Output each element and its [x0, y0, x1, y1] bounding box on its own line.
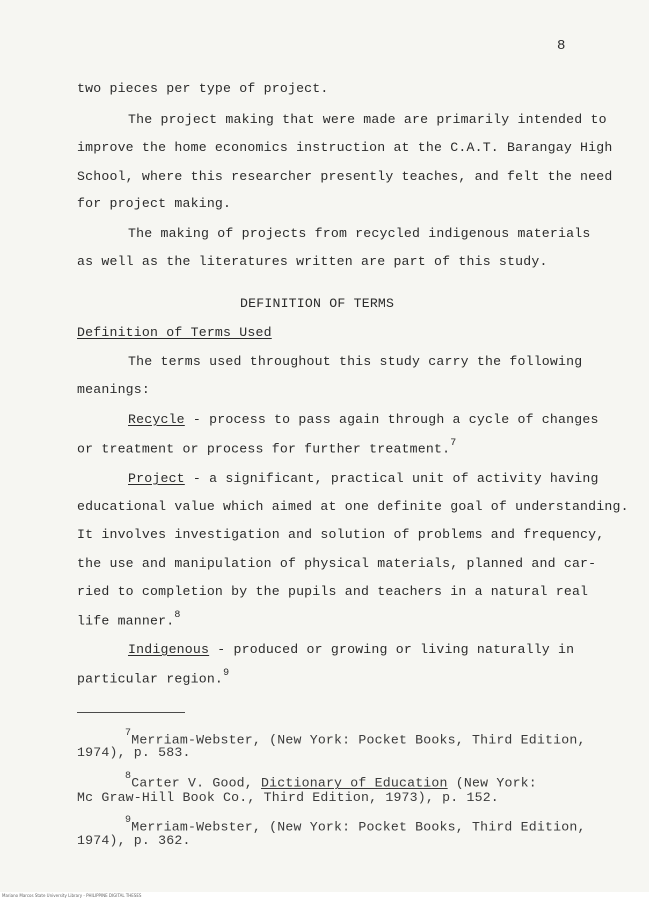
archive-credit: Mariano Marcos State University Library - PHILIPPINE DIGITAL THESES	[2, 893, 142, 898]
definition-indigenous-cont	[77, 670, 229, 686]
footnote-number: 8	[125, 771, 132, 782]
page-number: 8	[557, 38, 566, 54]
definition-text: - produced or growing or living naturally in	[209, 642, 575, 657]
footnote-ref: 8	[174, 610, 181, 621]
body-text-line: ried to completion by the pupils and teachers in a natural real	[77, 584, 589, 599]
definition-text: - a significant, practical unit of activity having	[184, 471, 599, 486]
footnote-number: 7	[125, 728, 132, 739]
body-text-line: two pieces per type of project.	[77, 81, 329, 96]
footnote-ref: 7	[450, 438, 457, 449]
section-heading: DEFINITION OF TERMS	[240, 296, 395, 311]
footnote-number: 9	[125, 815, 132, 826]
term-indigenous: Indigenous	[128, 642, 210, 657]
body-text-line: improve the home economics instruction at the C.A.T. Barangay High	[77, 140, 613, 155]
footnote-book-title: Dictionary of Education	[261, 775, 448, 791]
footnote-text: Merriam-Webster, (New York: Pocket Books, Third Edition,	[131, 732, 586, 748]
body-text-line: educational value which aimed at one definite goal of understanding.	[77, 499, 629, 514]
footnote-7	[125, 728, 586, 748]
definition-indigenous	[128, 642, 574, 657]
definition-recycle	[128, 412, 599, 427]
body-text-line: School, where this researcher presently teaches, and felt the need	[77, 169, 613, 184]
body-text-line: for project making.	[77, 196, 232, 211]
footnote-text: 1974), p. 583.	[77, 745, 191, 760]
body-text-line: The project making that were made are primarily intended to	[128, 112, 607, 127]
footnote-text: 1974), p. 362.	[77, 833, 191, 848]
definition-project	[128, 471, 599, 486]
body-text-line: as well as the literatures written are part of this study.	[77, 254, 548, 269]
footnote-ref: 9	[223, 668, 230, 679]
footnote-8	[125, 771, 537, 791]
body-text-line: the use and manipulation of physical materials, planned and car-	[77, 556, 597, 571]
definition-text: life manner.	[77, 613, 175, 629]
footnote-divider	[77, 712, 185, 713]
body-text-line: The terms used throughout this study carry the following	[128, 354, 583, 369]
term-project: Project	[128, 471, 185, 486]
definition-recycle-cont	[77, 440, 456, 456]
body-text-line: meanings:	[77, 382, 151, 397]
footnote-text: Mc Graw-Hill Book Co., Third Edition, 1973), p. 152.	[77, 790, 499, 805]
definition-project-end	[77, 612, 181, 628]
footnote-text: (New York:	[447, 775, 537, 791]
body-text-line: It involves investigation and solution of problems and frequency,	[77, 527, 605, 542]
footnote-text: Merriam-Webster, (New York: Pocket Books, Third Edition,	[131, 819, 586, 835]
footnote-9	[125, 815, 586, 835]
definition-text: or treatment or process for further treatment.	[77, 441, 451, 457]
body-text-line: The making of projects from recycled indigenous materials	[128, 226, 591, 241]
footnote-author: Carter V. Good,	[131, 775, 262, 791]
definition-text: particular region.	[77, 671, 224, 687]
term-recycle: Recycle	[128, 412, 185, 427]
subheading: Definition of Terms Used	[77, 325, 272, 340]
definition-text: - process to pass again through a cycle of changes	[184, 412, 599, 427]
